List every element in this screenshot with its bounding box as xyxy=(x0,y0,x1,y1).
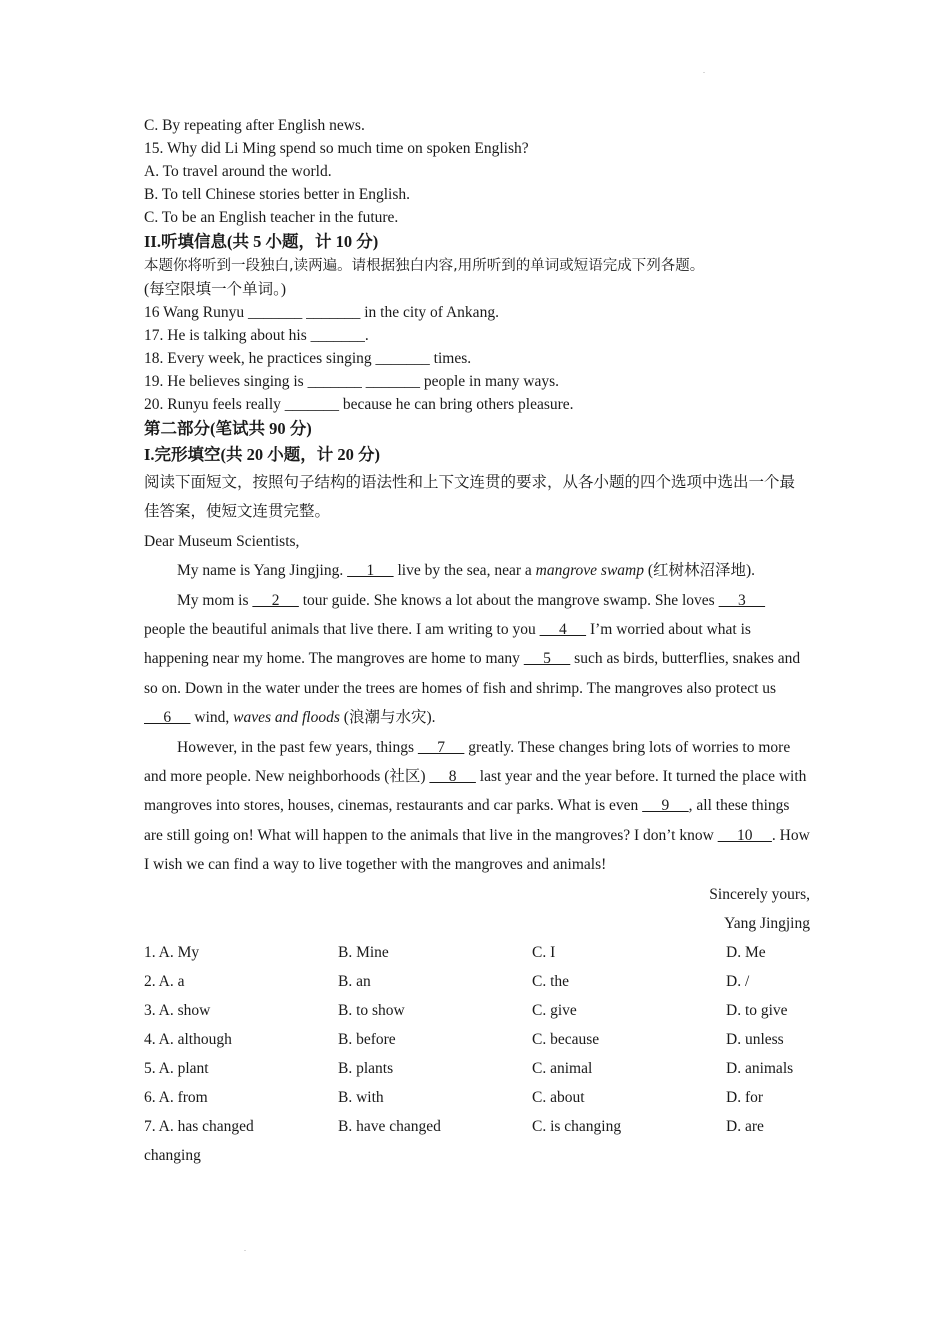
option-3-b: B. to show xyxy=(338,1001,405,1019)
option-5-c: C. animal xyxy=(532,1059,593,1077)
question-15: 15. Why did Li Ming spend so much time on spoken English? xyxy=(144,140,529,157)
option-4-b: B. before xyxy=(338,1030,396,1048)
blank-10: 10 xyxy=(717,826,772,844)
letter-paragraph-2: My mom is 2 tour guide. She knows a lot about the mangrove swamp. She loves 3 people the beautiful animals that live there. I am writing to you 4 I’m worried about what is happening near my home. The mangroves are home to many 5 such as birds, butterflies, snakes and so on. Down in the water under the trees are homes of fish and shrimp. The mangroves also protect us 6 wind, waves and floods (浪潮与水灾). xyxy=(144,591,801,727)
options-row-6 xyxy=(144,1083,810,1112)
prev-option-c: C. By repeating after English news. xyxy=(144,117,365,134)
blank-1: 1 xyxy=(347,562,394,580)
option-2-a: 2. A. a xyxy=(144,972,185,990)
option-5-a: 5. A. plant xyxy=(144,1059,209,1077)
option-3-d: D. to give xyxy=(726,1001,788,1019)
option-15-a: A. To travel around the world. xyxy=(144,163,332,180)
options-row-7 xyxy=(144,1112,810,1141)
option-2-d: D. / xyxy=(726,972,750,990)
blank-6: 6 xyxy=(144,709,191,727)
option-7-c: C. is changing xyxy=(532,1117,622,1135)
options-row-5 xyxy=(144,1054,810,1083)
document-page xyxy=(144,114,810,1170)
option-6-b: B. with xyxy=(338,1088,384,1106)
options-row-2 xyxy=(144,967,810,996)
section-ii-instructions-note: (每空限填一个单词。) xyxy=(144,281,287,298)
blank-7: 7 xyxy=(417,738,465,756)
option-4-a: 4. A. although xyxy=(144,1030,232,1048)
option-4-d: D. unless xyxy=(726,1030,784,1048)
option-6-c: C. about xyxy=(532,1088,585,1106)
option-5-b: B. plants xyxy=(338,1059,394,1077)
option-4-c: C. because xyxy=(532,1030,600,1048)
option-1-a: 1. A. My xyxy=(144,943,200,961)
blank-5: 5 xyxy=(523,650,571,668)
page-mark-dot: . xyxy=(703,66,705,75)
question-17: 17. He is talking about his _______. xyxy=(144,327,369,344)
option-5-d: D. animals xyxy=(726,1059,794,1077)
part-two-heading: 第二部分(笔试共 90 分) xyxy=(144,419,312,438)
option-6-a: 6. A. from xyxy=(144,1088,208,1106)
option-2-b: B. an xyxy=(338,972,371,990)
section-ii-instructions: 本题你将听到一段独白,读两遍。请根据独白内容,用所听到的单词或短语完成下列各题。 xyxy=(144,258,705,274)
letter-paragraph-1: My name is Yang Jingjing. 1 live by the sea, near a mangrove swamp (红树林沼泽地). xyxy=(177,562,756,580)
option-1-c: C. I xyxy=(532,943,556,961)
option-1-d: D. Me xyxy=(726,943,766,961)
section-ii-heading: II.听填信息(共 5 小题，计 10 分) xyxy=(144,232,379,251)
blank-3: 3 xyxy=(718,591,766,609)
options-row-3 xyxy=(144,996,810,1025)
blank-2: 2 xyxy=(252,591,299,609)
letter-signature: Yang Jingjing xyxy=(724,914,810,932)
option-7-d: D. are xyxy=(726,1117,764,1135)
blank-4: 4 xyxy=(539,621,587,639)
section-i-heading: I.完形填空(共 20 小题，计 20 分) xyxy=(144,445,381,464)
option-3-a: 3. A. show xyxy=(144,1001,211,1019)
letter-greeting: Dear Museum Scientists, xyxy=(144,532,300,550)
page-mark-dot: . xyxy=(244,1244,246,1253)
option-15-b: B. To tell Chinese stories better in English. xyxy=(144,186,410,203)
question-20: 20. Runyu feels really _______ because he can bring others pleasure. xyxy=(144,396,574,413)
option-6-d: D. for xyxy=(726,1088,764,1106)
blank-8: 8 xyxy=(429,768,476,786)
options-row-4 xyxy=(144,1025,810,1054)
option-3-c: C. give xyxy=(532,1001,577,1019)
letter-closing: Sincerely yours, xyxy=(709,885,810,903)
option-7-a: 7. A. has changed xyxy=(144,1117,254,1135)
question-19: 19. He believes singing is _______ _______ people in many ways. xyxy=(144,373,560,390)
option-1-b: B. Mine xyxy=(338,943,389,961)
option-15-c: C. To be an English teacher in the future. xyxy=(144,209,399,226)
letter-paragraph-3: However, in the past few years, things 7 greatly. These changes bring lots of worries to more and more people. New neighborhoods (社区) 8 last year and the year before. It turned the place with mangroves into stores, houses, cinemas, restaurants and car parks. What is even 9 , all these things are still going on! What will happen to the animals that live in the mangroves? I don’t know 10 . How I wish we can find a way to live together with the mangroves and animals! xyxy=(144,738,810,874)
option-7-d-overflow: changing xyxy=(144,1146,201,1164)
question-16: 16 Wang Runyu _______ _______ in the city of Ankang. xyxy=(144,304,499,321)
option-7-b: B. have changed xyxy=(338,1117,441,1135)
blank-9: 9 xyxy=(642,797,689,815)
section-i-instructions: 阅读下面短文，按照句子结构的语法性和上下文连贯的要求，从各小题的四个选项中选出一个最佳答案，使短文连贯完整。 xyxy=(144,473,796,521)
options-row-1 xyxy=(144,938,810,967)
question-18: 18. Every week, he practices singing _______ times. xyxy=(144,350,472,367)
option-2-c: C. the xyxy=(532,972,570,990)
